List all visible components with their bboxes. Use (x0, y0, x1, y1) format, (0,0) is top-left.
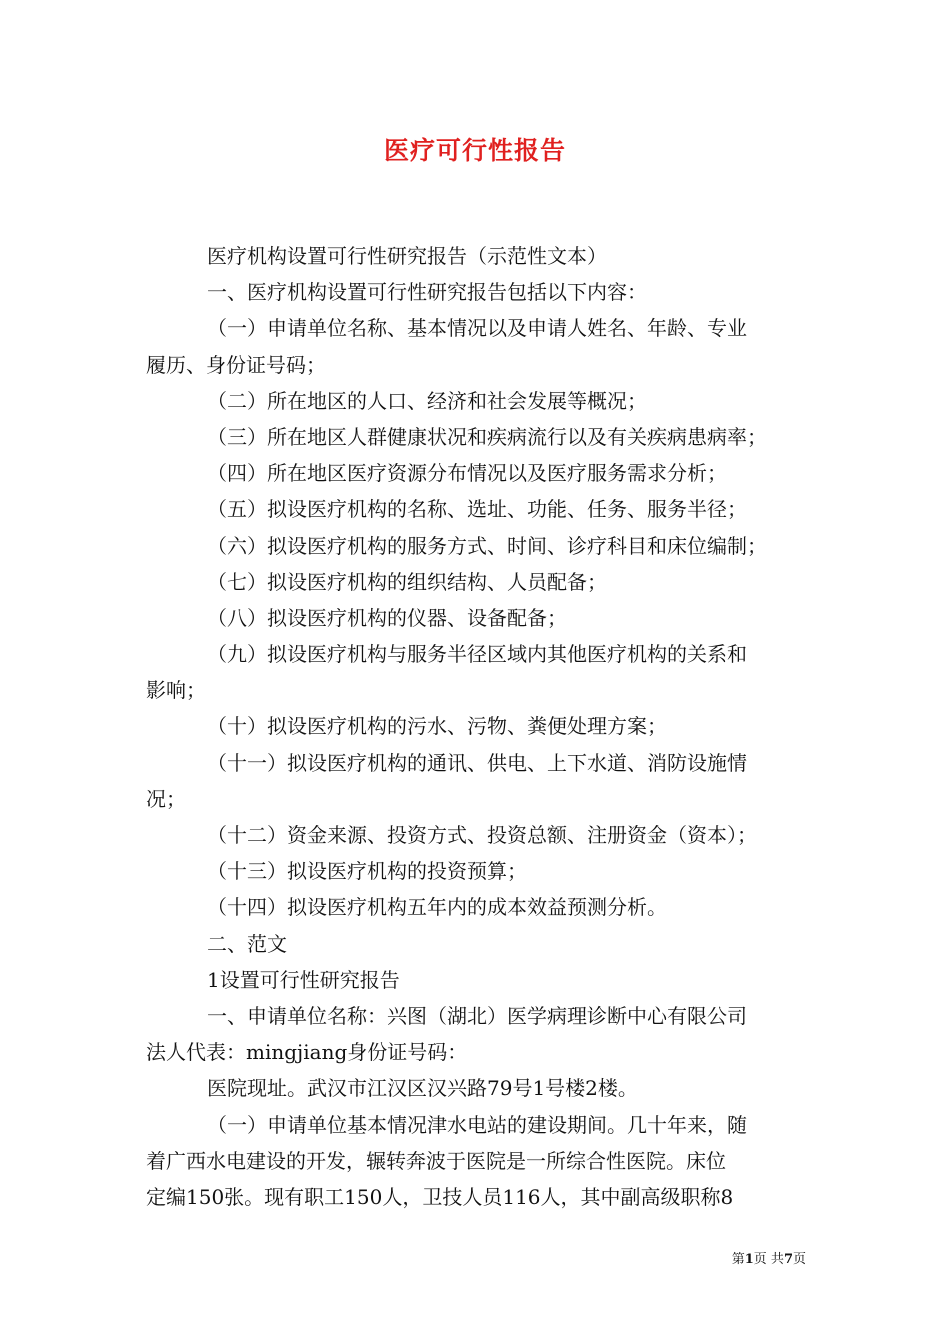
text-line: （二）所在地区的人口、经济和社会发展等概况； (207, 388, 647, 413)
text-line: （十二）资金来源、投资方式、投资总额、注册资金（资本）； (207, 823, 757, 847)
footer-page-number: 1 (744, 1252, 754, 1267)
text-line: 着广西水电建设的开发，辗转奔波于医院是一所综合性医院。床位 (146, 1148, 726, 1173)
footer-total-pages: 7 (783, 1252, 793, 1267)
text-line: 法人代表：mingjiang身份证号码： (146, 1040, 468, 1065)
text-line: （七）拟设医疗机构的组织结构、人员配备； (207, 569, 607, 594)
page-footer (732, 1248, 806, 1267)
text-line: 1设置可行性研究报告 (207, 967, 400, 992)
text-line: （三）所在地区人群健康状况和疾病流行以及有关疾病患病率； (207, 424, 767, 449)
text-line: 医疗机构设置可行性研究报告（示范性文本） (207, 244, 607, 268)
text-line: 况； (146, 786, 186, 811)
footer-middle: 页 共 (753, 1252, 784, 1267)
text-line: （九）拟设医疗机构与服务半径区域内其他医疗机构的关系和 (207, 642, 747, 667)
text-line: （五）拟设医疗机构的名称、选址、功能、任务、服务半径； (207, 497, 747, 522)
document-body (146, 238, 818, 1215)
text-line: （十）拟设医疗机构的污水、污物、粪便处理方案； (207, 714, 667, 739)
text-line: 一、医疗机构设置可行性研究报告包括以下内容： (207, 280, 647, 305)
text-line: （一）申请单位名称、基本情况以及申请人姓名、年龄、专业 (207, 316, 747, 341)
text-line: （十三）拟设医疗机构的投资预算； (207, 859, 527, 884)
text-line: （十一）拟设医疗机构的通讯、供电、上下水道、消防设施情 (207, 750, 747, 775)
text-line: （六）拟设医疗机构的服务方式、时间、诊疗科目和床位编制； (207, 533, 767, 558)
text-line: （八）拟设医疗机构的仪器、设备配备； (207, 605, 567, 630)
text-line: （十四）拟设医疗机构五年内的成本效益预测分析。 (207, 895, 667, 920)
text-line: 一、申请单位名称：兴图（湖北）医学病理诊断中心有限公司 (207, 1003, 747, 1028)
text-line: 定编150张。现有职工150人，卫技人员116人，其中副高级职称8 (146, 1184, 734, 1209)
text-line: 影响； (146, 678, 206, 703)
text-line: 二、范文 (207, 931, 287, 956)
text-line: （一）申请单位基本情况津水电站的建设期间。几十年来，随 (207, 1112, 747, 1137)
footer-suffix: 页 (792, 1252, 806, 1267)
text-line: 履历、身份证号码； (146, 352, 326, 377)
footer-prefix: 第 (731, 1252, 745, 1267)
document-title: 医疗可行性报告 (383, 136, 566, 165)
text-line: （四）所在地区医疗资源分布情况以及医疗服务需求分析； (207, 461, 727, 486)
text-line: 医院现址。武汉市江汉区汉兴路79号1号楼2楼。 (207, 1076, 638, 1101)
